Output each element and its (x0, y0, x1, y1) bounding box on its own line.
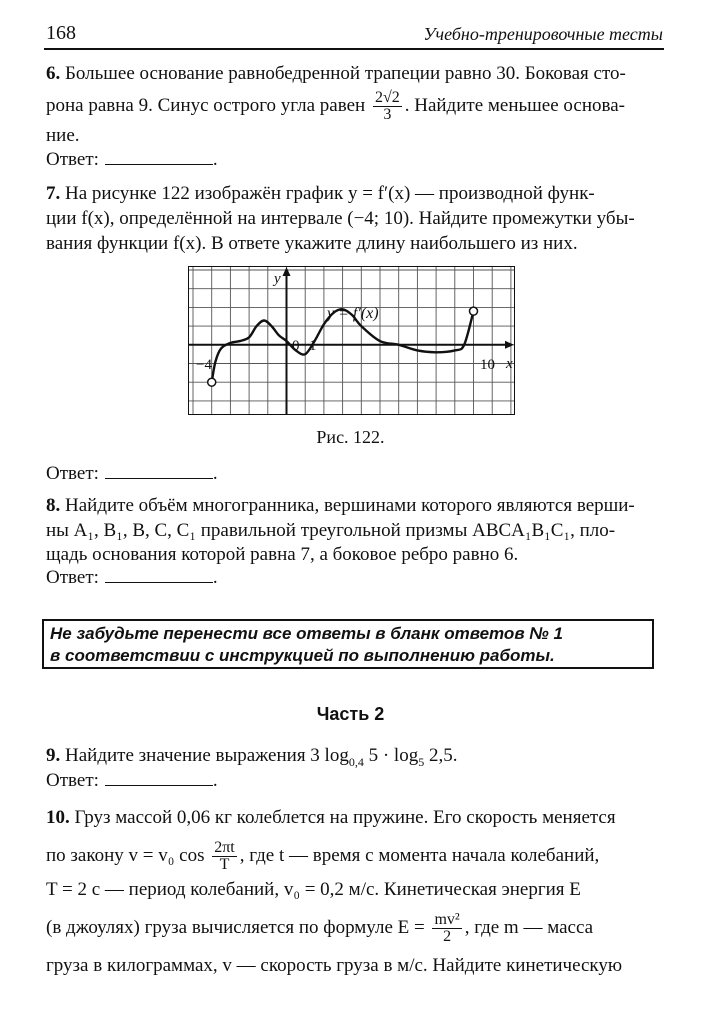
task10-number: 10. (46, 807, 70, 828)
task9-number: 9. (46, 745, 61, 766)
x-axis-label: x (506, 356, 513, 372)
task6-answer: Ответ: . (46, 149, 218, 170)
task6-number: 6. (46, 63, 61, 84)
origin-label: 0 (292, 338, 300, 354)
task7-answer-label: Ответ: (46, 463, 99, 484)
task7-answer: Ответ: . (46, 463, 218, 484)
task10-fraction1 (212, 840, 237, 873)
task7-line2: ции f(x), определённой на интервале (−4; 10). Найдите промежутки убы- (46, 208, 635, 229)
task8-answer: Ответ: . (46, 567, 218, 588)
task9-answer-label: Ответ: (46, 770, 99, 791)
task10-text4b: , где m — масса (464, 916, 594, 938)
task10-frac1-den: T (219, 856, 230, 873)
task6-text1: Большее основание равнобедренной трапеции равно 30. Боковая сто- (65, 63, 626, 84)
task6-text2b: . Найдите меньшее основа- (404, 94, 625, 116)
part2-heading: Часть 2 (316, 704, 385, 724)
task9-text-a: Найдите значение выражения 3 log (65, 745, 349, 766)
task9-log-base1: 0,4 (348, 754, 364, 769)
task6-answer-blank[interactable] (105, 150, 213, 165)
task7-line3: вания функции f(x). В ответе укажите длину наибольшего из них. (46, 233, 578, 254)
task7-text1: На рисунке 122 изображён график y = f′(x) — производной функ- (65, 183, 595, 204)
task9-text-b: 5 · log (363, 745, 419, 766)
task7-answer-blank[interactable] (105, 464, 213, 479)
task8-line3: щадь основания которой равна 7, а боковое ребро равно 6. (46, 544, 519, 565)
open-endpoint-left (208, 378, 216, 386)
task6-fraction (373, 90, 402, 123)
task6-frac-den: 3 (383, 106, 392, 123)
task10-text4a: (в джоулях) груза вычисляется по формуле E = (46, 916, 425, 938)
notice-line1: Не забудьте перенести все ответы в бланк ответов № 1 (50, 624, 563, 643)
task10-line1 (46, 806, 616, 830)
task10-text2b: , где t — время с момента начала колебаний, (239, 844, 600, 866)
task6-frac-num: 2√2 (374, 89, 400, 106)
task7-number: 7. (46, 183, 61, 204)
minus-four-label: −4 (196, 357, 212, 373)
task6-line3: ние. (46, 125, 80, 146)
header-rule (44, 48, 664, 50)
running-title: Учебно-тренировочные тесты (423, 24, 663, 44)
figure-caption: Рис. 122. (316, 427, 385, 447)
open-endpoint-right (470, 307, 478, 315)
task10-line4 (46, 912, 593, 945)
task6-line1 (46, 62, 626, 86)
task7-line1 (46, 182, 595, 206)
task10-text2a: по закону v = v₀ cos (46, 844, 205, 866)
task6-answer-label: Ответ: (46, 149, 99, 170)
one-label: 1 (309, 338, 317, 354)
task8-answer-label: Ответ: (46, 567, 99, 588)
task9-answer: Ответ: . (46, 770, 218, 791)
figure-122-graph (188, 266, 518, 416)
task10-fraction2 (432, 912, 461, 945)
task10-frac2-den: 2 (443, 928, 452, 945)
task10-frac2-num: mv² (434, 911, 460, 928)
task8-line1 (46, 494, 635, 518)
curve-label: y = f′(x) (327, 305, 379, 322)
y-axis-label: y (274, 271, 281, 287)
task9-text-c: 2,5. (424, 745, 458, 766)
task10-text1: Груз массой 0,06 кг колеблется на пружине. Его скорость меняется (74, 807, 616, 828)
task8-number: 8. (46, 495, 61, 516)
task10-frac1-num: 2πt (214, 839, 235, 856)
task9-answer-blank[interactable] (105, 771, 213, 786)
task8-text1: Найдите объём многогранника, вершинами которого являются верши- (65, 495, 635, 516)
task10-line2 (46, 840, 599, 873)
task6-text2a: рона равна 9. Синус острого угла равен (46, 94, 366, 116)
task10-line3: T = 2 с — период колебаний, v₀ = 0,2 м/с. Кинетическая энергия E (46, 879, 581, 900)
transfer-answers-notice (42, 619, 654, 669)
page-number: 168 (46, 22, 76, 44)
task10-line5: груза в килограммах, v — скорость груза в м/с. Найдите кинетическую (46, 955, 623, 976)
task6-line2 (46, 90, 625, 123)
notice-line2: в соответствии с инструкцией по выполнению работы. (50, 646, 555, 665)
task8-line2: ны A₁, B₁, B, C, C₁ правильной треугольной призмы ABCA₁B₁C₁, пло- (46, 520, 616, 541)
task8-answer-blank[interactable] (105, 568, 213, 583)
ten-label: 10 (480, 357, 495, 373)
task9-log-base2: 5 (418, 754, 425, 769)
